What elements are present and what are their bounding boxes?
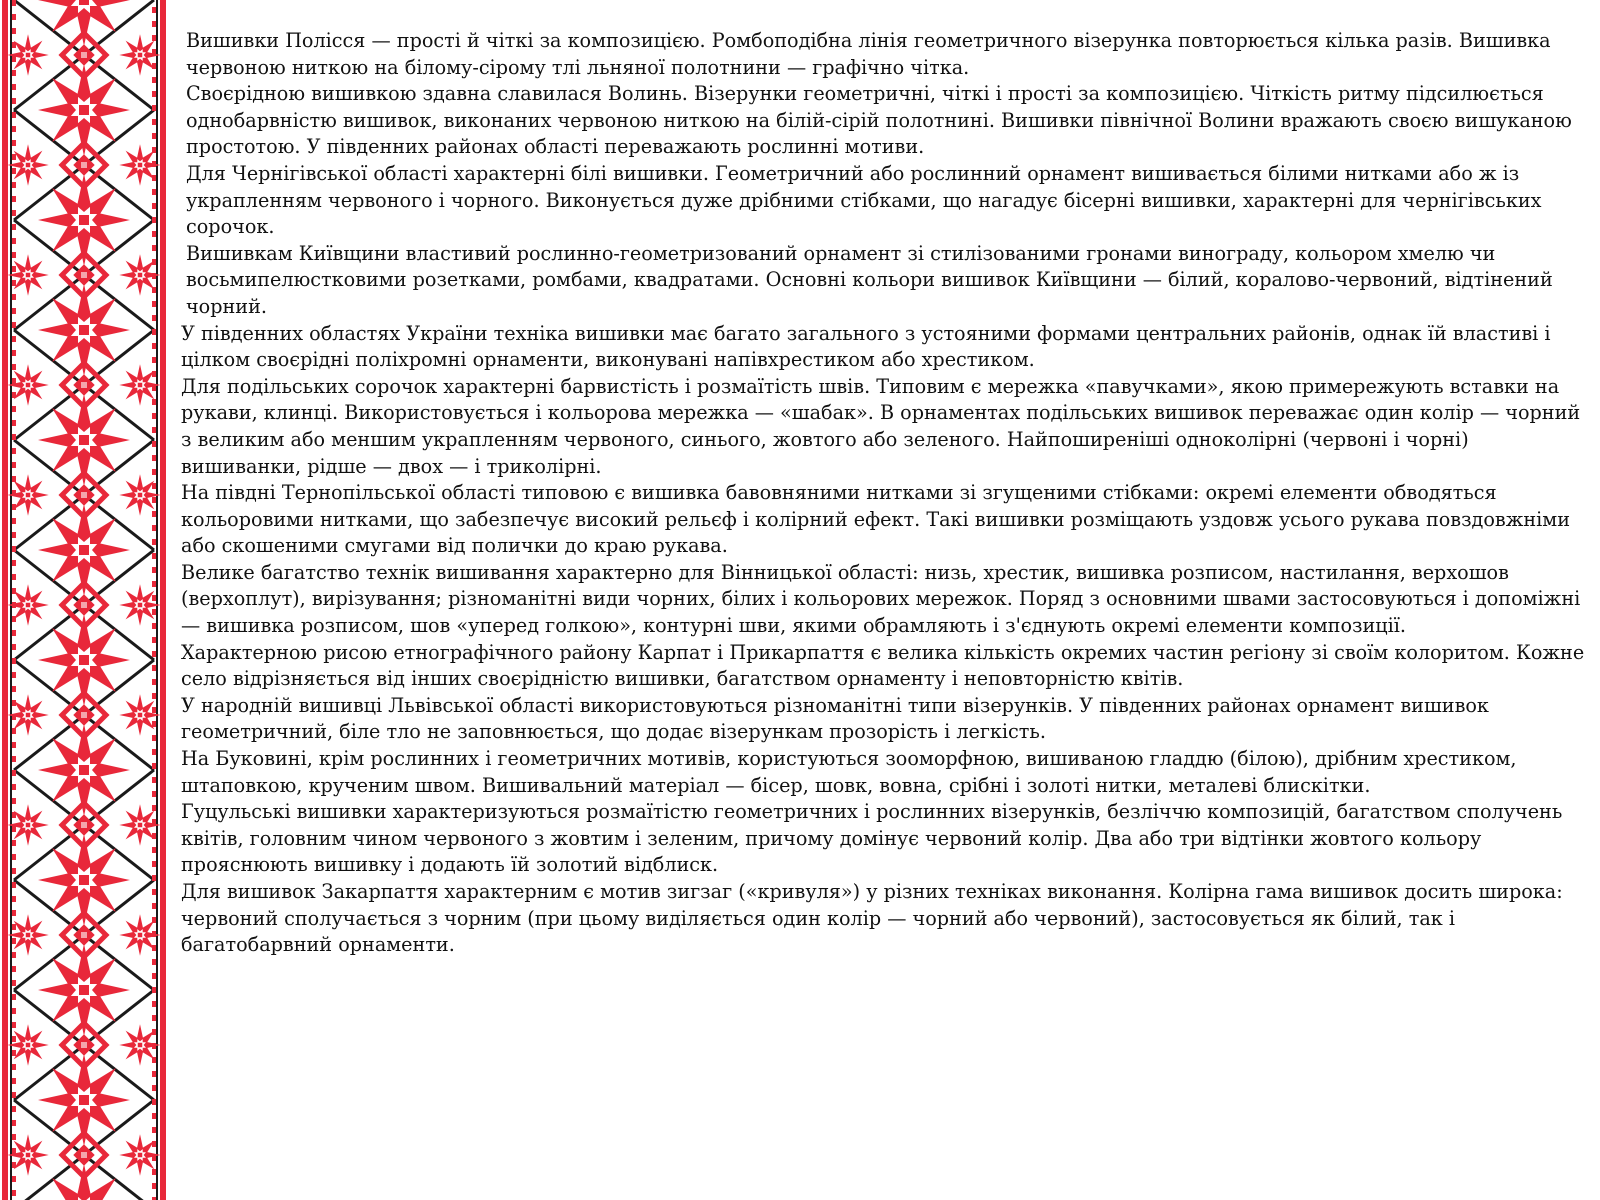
paragraph-volyn: Своєрідною вишивкою здавна славилася Волинь. Візерунки геометричні, чіткі і прості за композицією. Чіткість ритму підсилюється однобарвністю вишивок, виконаних червоною ниткою на білій-сірій полотнині. Вишивки північної Волини вражають своєю вишуканою простотою. У південних районах області переважають рослинні мотиви. — [186, 82, 1572, 159]
paragraph-hutsul: Гуцульські вишивки характеризуються розмаїтістю геометричних і рослинних візерунків, безліччю композицій, багатством сполучень квітів, головним чином червоного з жовтим і зеленим, причому домінує червоний колір. Два або три відтінки жовтого кольору прояснюють вишивку і додають їй золотий відблиск. — [181, 800, 1563, 877]
paragraph-podillia: Для подільських сорочок характерні барвистість і розмаїтість швів. Типовим є мережка «павучками», якою примережують вставки на рукави, клинці. Використовується і кольорова мережка — «шабак». В орнаментах подільських вишивок переважає один колір — чорний з великим або меншим украпленням червоного, синього, жовтого або зеленого. Найпоширеніші одноколірні (червоні і чорні) вишиванки, рідше — двох — і триколірні. — [181, 374, 1581, 478]
paragraph-ternopil: На півдні Тернопільської області типовою є вишивка бавовняними нитками зі згущеними стібками: окремі елементи обводяться кольоровими нитками, що забезпечує високий рельєф і колірний ефект. Такі вишивки розміщають уздовж усього рукава повздовжніми або скошеними смугами від полички до краю рукава. — [181, 481, 1571, 558]
paragraph-lviv: У народній вишивці Львівської області використовуються різноманітні типи візерунків. У південних районах орнамент вишивок геометричний, біле тло не заповнюється, що додає візерункам прозорість і легкість. — [181, 693, 1489, 744]
embroidery-border-icon — [0, 0, 168, 1200]
paragraph-chernihiv: Для Чернігівської області характерні білі вишивки. Геометричний або рослинний орнамент вишивається білими нитками або ж із украпленням червоного і чорного. Виконується дуже дрібними стібками, що нагадує бісерні вишивки, характерні для чернігівських сорочок. — [186, 161, 1542, 239]
text-body — [181, 28, 1587, 959]
paragraph-kyiv: Вишивкам Київщини властивий рослинно-геометризований орнамент зі стилізованими гронами винограду, кольором хмелю чи восьмипелюстковими розетками, ромбами, квадратами. Основні кольори вишивок Київщини — білий, коралово-червоний, відтінений чорний. — [186, 241, 1553, 318]
paragraph-zakarpattia: Для вишивок Закарпаття характерним є мотив зигзаг («кривуля») у різних техніках виконання. Колірна гама вишивок досить широка: червоний сполучається з чорним (при цьому виділяється один колір — чорний або червоний), застосовується як білий, так і багатобарвний орнаменти. — [181, 880, 1563, 957]
paragraph-south: У південних областях України техніка вишивки має багато загального з устояними формами центральних районів, однак їй властиві і цілком своєрідні поліхромні орнаменти, виконувані напівхрестиком або хрестиком. — [181, 321, 1551, 372]
paragraph-polissia: Вишивки Полісся — прості й чіткі за композицією. Ромбоподібна лінія геометричного візерунка повторюється кілька разів. Вишивка червоною ниткою на білому-сірому тлі льняної полотнини — графічно чітка. — [186, 29, 1551, 79]
paragraph-vinnytsia: Велике багатство технік вишивання характерно для Вінницької області: низь, хрестик, вишивка розписом, настилання, верхошов (верхоплут), вирізування; різноманітні види чорних, білих і кольорових мережок. Поряд з основними швами застосовуються і допоміжні — вишивка розписом, шов «уперед голкою», контурні шви, якими обрамляють і з'єднують окремі елементи композиції. — [181, 560, 1581, 638]
paragraph-carpathians: Характерною рисою етнографічного району Карпат і Прикарпаття є велика кількість окремих частин регіону зі своїм колоритом. Кожне село відрізняється від інших своєрідністю вишивки, багатством орнаменту і неповторністю квітів. — [181, 640, 1585, 691]
paragraph-bukovyna: На Буковині, крім рослинних і геометричних мотивів, користуються зооморфною, вишиваною гладдю (білою), дрібним хрестиком, штаповкою, крученим швом. Вишивальний матеріал — бісер, шовк, вовна, срібні і золоті нитки, металеві блискітки. — [181, 747, 1517, 797]
